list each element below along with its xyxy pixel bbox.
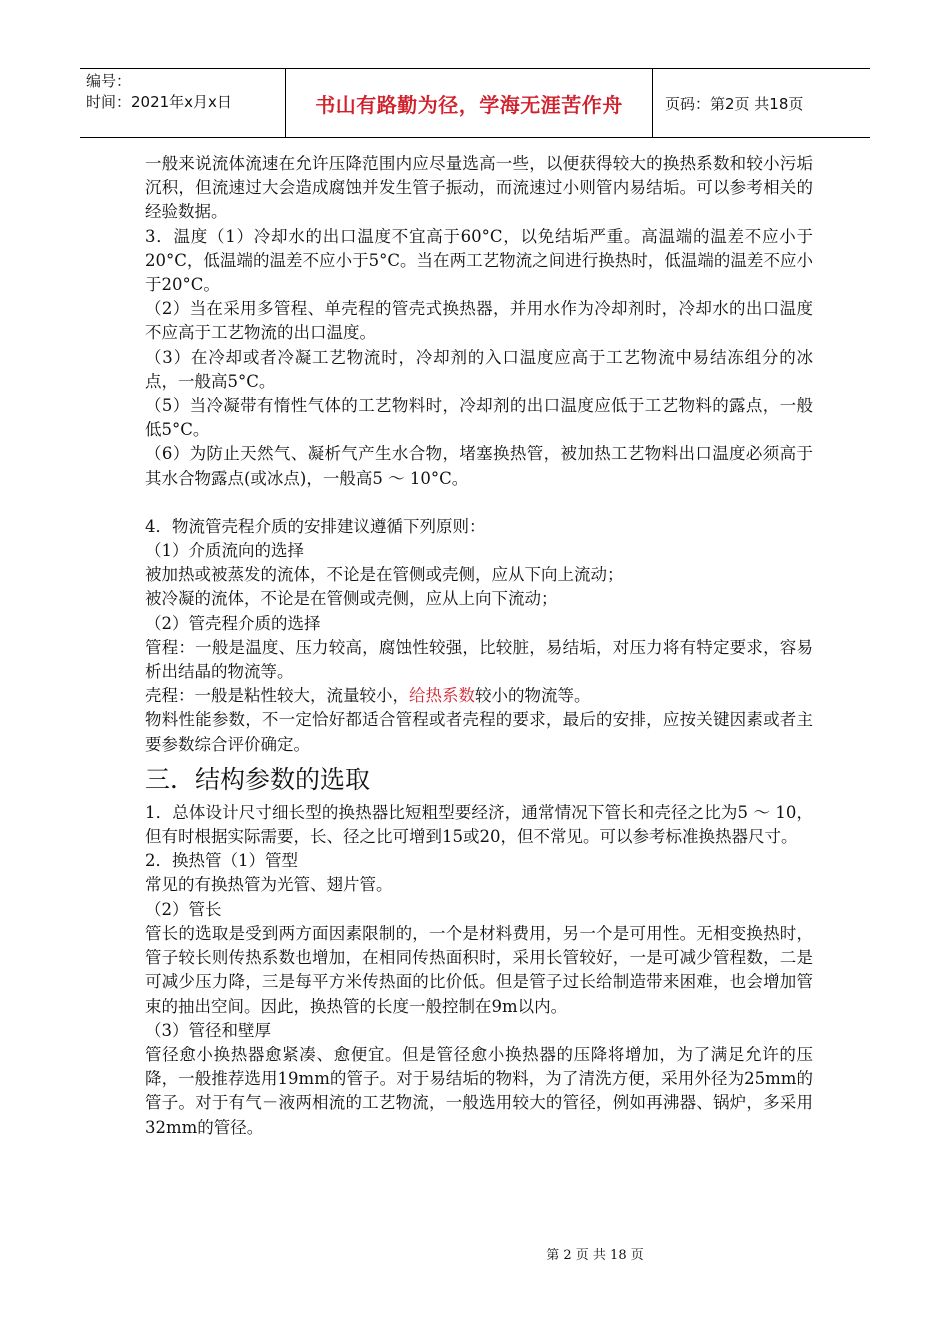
text-run: 较小的物流等。	[475, 686, 591, 706]
highlighted-term: 给热系数	[409, 686, 475, 706]
paragraph: 常见的有换热管为光管、翅片管。	[145, 875, 393, 895]
paragraph: （3）在冷却或者冷凝工艺物流时，冷却剂的入口温度应高于工艺物流中易结冻组分的冰点，一般高5°C。	[145, 347, 813, 391]
paragraph: 2．换热管（1）管型	[145, 851, 298, 871]
paragraph: 3．温度（1）冷却水的出口温度不宜高于60°C，以免结垢严重。高温端的温差不应小于20°C，低温端的温差不应小于5°C。当在两工艺物流之间进行换热时，低温端的温差不应小于20°C。	[145, 226, 813, 295]
page-header	[80, 68, 870, 138]
page-footer: 第 2 页 共 18 页	[546, 1248, 644, 1263]
paragraph: 管径愈小换热器愈紧凑、愈便宜。但是管径愈小换热器的压降将增加，为了满足允许的压降，一般推荐选用19mm的管子。对于易结垢的物料，为了清洗方便，采用外径为25mm的管子。对于有气－液两相流的工艺物流，一般选用较大的管径，例如再沸器、锅炉，多采用32mm的管径。	[145, 1044, 813, 1137]
spacer	[145, 491, 813, 515]
paragraph: 被冷凝的流体，不论是在管侧或壳侧，应从上向下流动；	[145, 589, 558, 609]
document-body	[145, 152, 813, 1140]
paragraph: 1．总体设计尺寸细长型的换热器比短粗型要经济，通常情况下管长和壳径之比为5 ～ 10，但有时根据实际需要，长、径之比可增到15或20，但不常见。可以参考标准换热器尺寸。	[145, 802, 813, 847]
section-heading: 三．结构参数的选取	[145, 764, 371, 794]
time-label: 时间：2021年x月x日	[86, 93, 232, 111]
paragraph: （6）为防止天然气、凝析气产生水合物，堵塞换热管，被加热工艺物料出口温度必须高于其水合物露点(或冰点)，一般高5 ～ 10°C。	[145, 444, 813, 488]
header-page-info: 页码：第2页 共18页	[665, 94, 804, 113]
paragraph	[145, 684, 813, 708]
header-motto: 书山有路勤为径，学海无涯苦作舟	[285, 69, 653, 137]
paragraph: （3）管径和壁厚	[145, 1020, 271, 1040]
paragraph: 物料性能参数，不一定恰好都适合管程或者壳程的要求，最后的安排，应按关键因素或者主要参数综合评价确定。	[145, 710, 813, 754]
paragraph: （1）介质流向的选择	[145, 541, 304, 561]
text-run: 壳程：一般是粘性较大，流量较小，	[145, 686, 409, 706]
header-meta	[80, 69, 285, 137]
paragraph: （2）当在采用多管程、单壳程的管壳式换热器，并用水作为冷却剂时，冷却水的出口温度不应高于工艺物流的出口温度。	[145, 299, 813, 343]
paragraph: （2）管长	[145, 899, 222, 919]
paragraph: （5）当冷凝带有惰性气体的工艺物料时，冷却剂的出口温度应低于工艺物料的露点，一般低5°C。	[145, 396, 813, 440]
paragraph: 一般来说流体流速在允许压降范围内应尽量选高一些，以便获得较大的换热系数和较小污垢沉积，但流速过大会造成腐蚀并发生管子振动，而流速过小则管内易结垢。可以参考相关的经验数据。	[145, 154, 813, 222]
paragraph: （2）管壳程介质的选择	[145, 613, 321, 633]
serial-label: 编号：	[86, 72, 132, 90]
paragraph: 管程：一般是温度、压力较高，腐蚀性较强，比较脏，易结垢，对压力将有特定要求，容易析出结晶的物流等。	[145, 637, 813, 682]
paragraph: 被加热或被蒸发的流体，不论是在管侧或壳侧，应从下向上流动；	[145, 565, 624, 585]
paragraph: 4．物流管壳程介质的安排建议遵循下列原则：	[145, 516, 486, 536]
paragraph: 管长的选取是受到两方面因素限制的，一个是材料费用，另一个是可用性。无相变换热时，管子较长则传热系数也增加，在相同传热面积时，采用长管较好，一是可减少管程数，二是可减少压力降，三是每平方米传热面的比价低。但是管子过长给制造带来困难，也会增加管束的抽出空间。因此，换热管的长度一般控制在9m以内。	[145, 923, 813, 1016]
